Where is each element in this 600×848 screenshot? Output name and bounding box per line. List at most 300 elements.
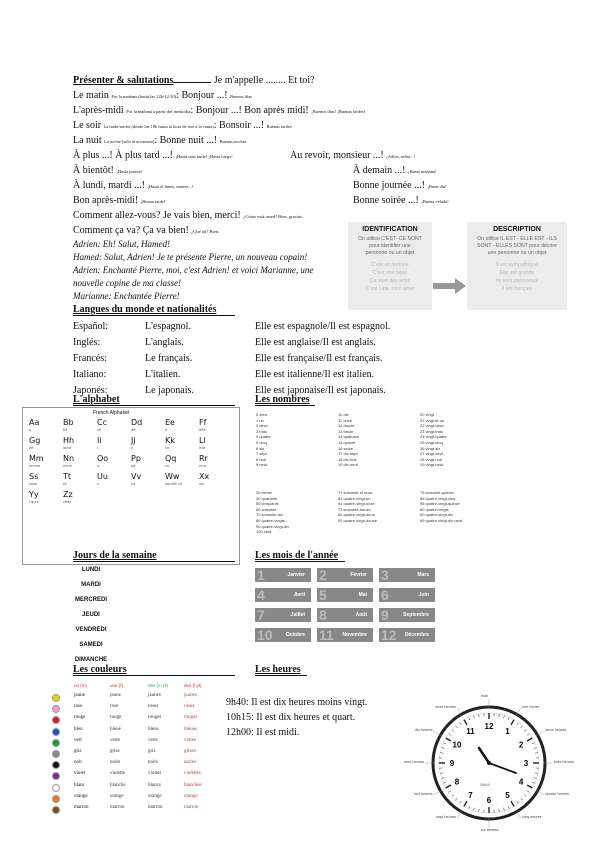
letter-glyph: Cc bbox=[97, 418, 107, 427]
letter-glyph: Ii bbox=[97, 436, 102, 445]
number-item: 21 vingt et un bbox=[420, 417, 445, 423]
example: Il est sympathique bbox=[496, 262, 538, 268]
month-name: Juin bbox=[418, 592, 429, 598]
greeting-line bbox=[73, 89, 252, 103]
number-item: 18 dix-huit bbox=[338, 456, 357, 462]
color-word: grise bbox=[110, 748, 120, 754]
alphabet-letter bbox=[131, 418, 165, 436]
clock-hour-label: dix heures bbox=[415, 728, 433, 732]
color-word: vertes bbox=[184, 737, 196, 743]
number-item: 5 cinq bbox=[256, 439, 267, 445]
greeting-note: Por la mañana a partir del mediodía bbox=[126, 109, 191, 114]
month-tile bbox=[379, 588, 435, 602]
text-line: SONT - ELLES SONT pour décrire bbox=[477, 243, 557, 249]
alphabet-letter bbox=[165, 472, 199, 490]
number-item: 29 vingt-neuf bbox=[420, 462, 444, 468]
color-swatch bbox=[52, 761, 60, 769]
alphabet-letter bbox=[63, 472, 97, 490]
numbers-column bbox=[256, 490, 289, 535]
letter-pronunciation: cé bbox=[97, 428, 102, 432]
color-word: bleues bbox=[184, 726, 197, 732]
clock-hour-label: trois heures bbox=[554, 760, 574, 764]
example: C'est Lina, mon amie bbox=[365, 286, 415, 292]
color-word: orange bbox=[148, 793, 162, 799]
month-name: Avril bbox=[294, 592, 305, 598]
letter-pronunciation: gé bbox=[29, 446, 34, 450]
number-item: 1 un bbox=[256, 417, 264, 423]
svg-text:2: 2 bbox=[518, 740, 524, 750]
nationality: Elle est italienne/Il est italien. bbox=[255, 368, 375, 380]
text-line: On utilise C'EST- CE SONT bbox=[358, 236, 422, 242]
greeting-row bbox=[73, 209, 303, 223]
identification-examples bbox=[348, 261, 432, 293]
numbers-column bbox=[256, 412, 271, 468]
letter-pronunciation: a bbox=[29, 428, 32, 432]
color-row bbox=[44, 714, 220, 725]
color-row bbox=[44, 770, 220, 781]
month-tile bbox=[255, 628, 311, 642]
number-item: 71 soixante et onze bbox=[338, 490, 373, 495]
color-swatch bbox=[52, 772, 60, 780]
heading-rule bbox=[73, 675, 235, 676]
language-fr-name: L'italien. bbox=[145, 368, 181, 380]
identification-title: IDENTIFICATION bbox=[362, 226, 418, 233]
translation: ¡Buen día! bbox=[427, 184, 447, 189]
alphabet-letter bbox=[63, 490, 97, 508]
letter-glyph: Ee bbox=[165, 418, 175, 427]
colors-rows bbox=[44, 692, 220, 815]
nationality: Elle est espagnole/Il est espagnol. bbox=[255, 320, 391, 332]
colors-heading: Les couleurs bbox=[73, 664, 127, 675]
example: C'est un homme bbox=[371, 262, 409, 268]
letter-pronunciation: enne bbox=[63, 464, 72, 468]
example: Elle est grande bbox=[499, 270, 535, 276]
month-name: Janvier bbox=[287, 572, 305, 578]
translation: ¡Buena tarde! bbox=[140, 199, 166, 204]
color-word: marron bbox=[74, 804, 89, 810]
greeting-row bbox=[290, 149, 415, 163]
greeting-translation: Buenos días bbox=[230, 94, 252, 99]
greeting-row bbox=[73, 149, 233, 163]
clock-hour-label: huit heures bbox=[413, 792, 433, 796]
number-item: 24 vingt-quatre bbox=[420, 434, 447, 440]
translation: ¡Hasta más tarde! ¡Hasta luego! bbox=[175, 154, 233, 159]
nationality: Elle est anglaise/Il est anglais. bbox=[255, 336, 376, 348]
hour-line: 12h00: Il est midi. bbox=[226, 727, 300, 738]
phrase: À demain ...! bbox=[353, 165, 406, 176]
numbers-heading: Les nombres bbox=[255, 394, 310, 405]
greeting-translation: Buenas tardes bbox=[266, 124, 292, 129]
greeting-row bbox=[73, 179, 193, 193]
color-word: verte bbox=[110, 737, 120, 743]
number-item: 85 quatre-vingt-cinq bbox=[420, 495, 456, 501]
phrase: À bientôt! bbox=[73, 165, 114, 176]
day-label: MARDI bbox=[81, 582, 101, 588]
greetings-intro: Je m'appelle ........ Et toi? bbox=[213, 75, 315, 86]
translation: ¡Adiós, señor...! bbox=[386, 154, 416, 159]
table-row bbox=[73, 334, 390, 350]
col-head: des (m pl) bbox=[148, 683, 169, 688]
letter-glyph: Zz bbox=[63, 490, 73, 499]
letter-pronunciation: o bbox=[97, 464, 100, 468]
hours-heading: Les heures bbox=[255, 664, 301, 675]
color-word: rose bbox=[74, 704, 83, 710]
phrase: Bonne soirée ...! bbox=[353, 195, 419, 206]
color-word: roses bbox=[184, 704, 195, 710]
table-row bbox=[73, 382, 390, 398]
clock-hour-label: quatre heures bbox=[545, 792, 569, 796]
alphabet-letter bbox=[199, 418, 233, 436]
hour-line: 10h15: Il est dix heures et quart. bbox=[226, 712, 356, 723]
color-word: bleu bbox=[74, 726, 83, 732]
color-row bbox=[44, 759, 220, 770]
days-heading: Jours de la semaine bbox=[73, 550, 157, 561]
color-word: noirs bbox=[148, 760, 158, 766]
translation: ¡Hasta pronto! bbox=[116, 169, 143, 174]
number-item: 70 soixante-dix bbox=[256, 512, 283, 518]
svg-text:6: 6 bbox=[486, 796, 492, 805]
letter-glyph: Uu bbox=[97, 472, 108, 481]
color-word: marron bbox=[184, 804, 199, 810]
greeting-row bbox=[73, 194, 165, 208]
color-row bbox=[44, 804, 220, 815]
letter-pronunciation: ka bbox=[165, 446, 170, 450]
colors-header-row bbox=[44, 683, 220, 692]
color-row bbox=[44, 692, 220, 703]
svg-text:8: 8 bbox=[454, 777, 460, 787]
example: Ce sont des amis bbox=[369, 278, 411, 284]
letter-pronunciation: i bbox=[97, 446, 98, 450]
letter-glyph: Kk bbox=[165, 436, 175, 445]
nationality: Elle est française/Il est français. bbox=[255, 352, 383, 364]
number-item: 27 vingt-sept bbox=[420, 451, 443, 457]
color-row bbox=[44, 782, 220, 793]
heading-rule bbox=[255, 405, 315, 406]
letter-glyph: Oo bbox=[97, 454, 109, 463]
phrase: À plus ...! À plus tard ...! bbox=[73, 150, 173, 161]
alphabet-letter bbox=[131, 454, 165, 472]
letter-pronunciation: double vé bbox=[165, 482, 183, 486]
language-es: Español: bbox=[73, 320, 108, 332]
letter-pronunciation: ji bbox=[131, 446, 133, 450]
heading-rule bbox=[73, 405, 235, 406]
language-fr-name: Le français. bbox=[145, 352, 193, 364]
dialogue-line: Adrien: Eh! Salut, Hamed! bbox=[73, 239, 170, 249]
month-name: Septembre bbox=[403, 612, 429, 618]
description-panel bbox=[467, 222, 567, 310]
clock-hour-label: neuf heures bbox=[403, 760, 424, 764]
color-word: bleue bbox=[110, 726, 121, 732]
number-item: 3 trois bbox=[256, 428, 267, 434]
alphabet-letter bbox=[165, 418, 199, 436]
greeting-line bbox=[73, 134, 247, 148]
alphabet-letter bbox=[97, 454, 131, 472]
example: Ils sont paresseux bbox=[496, 278, 538, 284]
col-head: un (m) bbox=[74, 683, 88, 688]
letter-pronunciation: erre bbox=[199, 464, 207, 468]
number-item: 14 quatorze bbox=[338, 434, 360, 440]
month-name: Novembre bbox=[342, 632, 367, 638]
number-item: 75 soixante-quinze bbox=[420, 490, 454, 495]
color-swatch bbox=[52, 716, 60, 724]
number-item: 50 cinquante bbox=[256, 501, 279, 507]
language-es: Inglés: bbox=[73, 336, 101, 348]
color-word: blanche bbox=[110, 782, 126, 788]
color-word: marron bbox=[148, 804, 163, 810]
color-word: grises bbox=[184, 748, 196, 754]
greetings-heading: Présenter & salutations bbox=[73, 75, 174, 86]
letter-glyph: Dd bbox=[131, 418, 143, 427]
number-item: 15 quinze bbox=[338, 439, 356, 445]
alphabet-letter bbox=[131, 472, 165, 490]
letter-glyph: Jj bbox=[131, 436, 136, 445]
svg-text:12: 12 bbox=[484, 722, 494, 731]
number-item: 23 vingt-trois bbox=[420, 428, 443, 434]
alphabet-letter bbox=[199, 472, 233, 490]
color-word: blanc bbox=[74, 782, 85, 788]
alphabet-letter bbox=[97, 472, 131, 490]
svg-text:5: 5 bbox=[505, 791, 510, 801]
clock-diagram bbox=[396, 675, 586, 845]
month-name: Mars bbox=[417, 572, 429, 578]
greeting-row bbox=[73, 224, 219, 238]
letter-pronunciation: ache bbox=[63, 446, 72, 450]
month-tile bbox=[255, 588, 311, 602]
alphabet-letter bbox=[165, 436, 199, 454]
phrase: Au revoir, monsieur ...! bbox=[290, 150, 384, 161]
translation: ¡Hasta mañana! bbox=[408, 169, 437, 174]
letter-pronunciation: zède bbox=[63, 500, 72, 504]
clock-hour-label: six heures bbox=[481, 828, 499, 832]
greeting-phrase: : Bonjour ...! Bon après midi! bbox=[190, 105, 309, 116]
color-word: jaunes bbox=[148, 693, 161, 698]
month-tile bbox=[317, 568, 373, 582]
months-heading: Les mois de l'année bbox=[255, 550, 339, 561]
letter-pronunciation: emme bbox=[29, 464, 41, 468]
month-number: 11 bbox=[319, 627, 334, 643]
greeting-translation: Buenas noches bbox=[219, 139, 247, 144]
greetings-heading-row bbox=[73, 74, 315, 87]
color-row bbox=[44, 793, 220, 804]
heading-rule bbox=[255, 561, 345, 562]
clock-hour-label: midi bbox=[481, 694, 488, 698]
svg-text:3: 3 bbox=[523, 759, 529, 768]
letter-glyph: Nn bbox=[63, 454, 75, 463]
table-row bbox=[73, 350, 390, 366]
color-swatch bbox=[52, 750, 60, 758]
alphabet-letter bbox=[63, 436, 97, 454]
language-fr-name: Le japonais. bbox=[145, 384, 194, 396]
nationality: Elle est japonaise/Il est japonais. bbox=[255, 384, 386, 396]
month-number: 1 bbox=[257, 567, 265, 583]
color-word: violette bbox=[110, 771, 125, 777]
arrow-right-icon bbox=[433, 276, 467, 296]
letter-glyph: Pp bbox=[131, 454, 141, 463]
month-tile bbox=[379, 608, 435, 622]
alphabet-grid bbox=[29, 418, 233, 508]
number-item: 72 soixante-douze bbox=[338, 506, 371, 512]
day-label: JEUDI bbox=[82, 612, 100, 618]
letter-glyph: Vv bbox=[131, 472, 142, 481]
color-word: bleus bbox=[148, 726, 159, 732]
color-row bbox=[44, 726, 220, 737]
dialogue-line: Adrien: Enchanté Pierre, moi, c'est Adrien! et voici Marianne, une bbox=[73, 265, 314, 275]
month-number: 8 bbox=[319, 607, 327, 623]
color-word: gris bbox=[148, 748, 156, 754]
number-item: 0 zéro bbox=[256, 412, 268, 417]
letter-glyph: Aa bbox=[29, 418, 40, 427]
greeting-row bbox=[73, 164, 142, 178]
alphabet-letter bbox=[97, 418, 131, 436]
color-word: blancs bbox=[148, 782, 161, 788]
month-number: 2 bbox=[319, 567, 327, 583]
letter-pronunciation: i grec bbox=[29, 500, 39, 504]
color-swatch bbox=[52, 784, 60, 792]
phrase: Comment allez-vous? Je vais bien, merci! bbox=[73, 210, 241, 221]
number-item: 28 vingt-huit bbox=[420, 456, 442, 462]
color-swatch bbox=[52, 705, 60, 713]
numbers-column bbox=[338, 412, 359, 468]
text-line: On utilise IL EST - ELLE EST - ILS bbox=[477, 236, 557, 242]
number-item: 26 vingt-six bbox=[420, 445, 441, 451]
number-item: 9 neuf bbox=[256, 462, 268, 468]
alphabet-letter bbox=[63, 454, 97, 472]
translation: ¿Cómo está usted? Bien, gracias. bbox=[243, 214, 303, 219]
number-item: 81 quatre-vingt-un bbox=[338, 495, 371, 501]
color-word: blanches bbox=[184, 782, 202, 788]
month-tile bbox=[379, 628, 435, 642]
number-item: 99 quatre-vingt-dix-neuf bbox=[420, 517, 463, 523]
alphabet-title: French Alphabet bbox=[93, 410, 130, 416]
color-swatch bbox=[52, 728, 60, 736]
month-number: 3 bbox=[381, 567, 389, 583]
greeting-line bbox=[73, 119, 292, 133]
language-es: Japonés: bbox=[73, 384, 108, 396]
identification-panel bbox=[348, 222, 432, 310]
letter-glyph: Xx bbox=[199, 472, 210, 481]
color-swatch bbox=[52, 694, 60, 702]
letter-pronunciation: vé bbox=[131, 482, 136, 486]
greeting-phrase: : Bonne nuit ...! bbox=[154, 135, 218, 146]
greeting-note: La noche (sólo al acostarse) bbox=[104, 139, 155, 144]
table-row bbox=[73, 366, 390, 382]
color-word: rose bbox=[110, 704, 119, 710]
language-fr-name: L'anglais. bbox=[145, 336, 184, 348]
text-line: pour identifier une bbox=[369, 243, 411, 249]
hour-line: 9h40: Il est dix heures moins vingt. bbox=[226, 697, 368, 708]
color-word: jaunes bbox=[184, 693, 197, 698]
color-word: marron bbox=[110, 804, 125, 810]
color-row bbox=[44, 748, 220, 759]
alphabet-letter bbox=[63, 418, 97, 436]
clock-hour-label: deux heures bbox=[545, 728, 567, 732]
color-swatch bbox=[52, 739, 60, 747]
color-word: verts bbox=[148, 737, 158, 743]
example: Il est français bbox=[501, 286, 533, 292]
alphabet-letter bbox=[29, 436, 63, 454]
greeting-translation: ¡Buenos días! ¡Buenas tardes! bbox=[311, 109, 366, 114]
color-word: rouges bbox=[184, 715, 198, 721]
day-label: VENDREDI bbox=[75, 627, 107, 633]
svg-text:10: 10 bbox=[452, 740, 462, 750]
month-number: 5 bbox=[319, 587, 327, 603]
greeting-row bbox=[353, 194, 449, 208]
letter-glyph: Yy bbox=[29, 490, 39, 499]
phrase: Bonne journée ...! bbox=[353, 180, 425, 191]
color-word: roses bbox=[148, 704, 159, 710]
month-number: 9 bbox=[381, 607, 389, 623]
greeting-time: La nuit bbox=[73, 135, 102, 146]
language-fr-name: L'espagnol. bbox=[145, 320, 191, 332]
day-label: MERCREDI bbox=[74, 597, 107, 603]
letter-glyph: Mm bbox=[29, 454, 44, 463]
phrase: Comment ça va? Ça va bien! bbox=[73, 225, 189, 236]
letter-glyph: Ss bbox=[29, 472, 39, 481]
languages-table bbox=[73, 318, 390, 398]
color-row bbox=[44, 703, 220, 714]
svg-text:9: 9 bbox=[449, 759, 455, 768]
clock-hour-label: cinq heures bbox=[522, 815, 542, 820]
number-item: 8 huit bbox=[256, 456, 266, 462]
table-row bbox=[73, 318, 390, 334]
description-text bbox=[467, 236, 567, 257]
greeting-row bbox=[353, 179, 447, 193]
identification-text bbox=[348, 236, 432, 257]
month-name: Juillet bbox=[290, 612, 305, 618]
greeting-note: Por la mañana (hasta las 12h-12:30) bbox=[111, 94, 177, 99]
numbers-column bbox=[338, 490, 377, 524]
phrase: Bon après-midi! bbox=[73, 195, 139, 206]
heading-rule bbox=[73, 561, 235, 562]
letter-glyph: Hh bbox=[63, 436, 75, 445]
letter-glyph: Ff bbox=[199, 418, 207, 427]
letter-pronunciation: e bbox=[165, 428, 168, 432]
col-head: une (f) bbox=[110, 683, 124, 688]
number-item: 2 deux bbox=[256, 423, 269, 429]
clock-caption: 10h10 bbox=[480, 783, 490, 787]
month-name: Mai bbox=[358, 592, 367, 598]
month-tile bbox=[317, 588, 373, 602]
color-word: noire bbox=[110, 760, 121, 766]
alphabet-letter bbox=[29, 418, 63, 436]
svg-text:7: 7 bbox=[468, 791, 473, 801]
description-examples bbox=[467, 261, 567, 293]
number-item: 100 cent bbox=[256, 529, 272, 535]
letter-pronunciation: esse bbox=[29, 482, 37, 486]
color-word: rouges bbox=[148, 715, 162, 721]
text-line: une personne ou un objet bbox=[487, 250, 547, 256]
color-row bbox=[44, 737, 220, 748]
clock-hour-label: onze heures bbox=[435, 704, 456, 709]
letter-pronunciation: elle bbox=[199, 446, 206, 450]
number-item: 30 trente bbox=[256, 490, 272, 495]
translation: ¡Hasta el lunes, martes...! bbox=[147, 184, 194, 189]
number-item: 4 quatre bbox=[256, 434, 271, 440]
letter-pronunciation: effe bbox=[199, 428, 206, 432]
color-word: orange bbox=[110, 793, 124, 799]
month-tile bbox=[255, 568, 311, 582]
numbers-card bbox=[252, 408, 496, 558]
month-tile bbox=[317, 608, 373, 622]
numbers-column bbox=[420, 412, 447, 468]
letter-pronunciation: té bbox=[63, 482, 67, 486]
number-item: 91 quatre-vingt-onze bbox=[338, 501, 375, 507]
letter-pronunciation: ku bbox=[165, 464, 170, 468]
svg-text:4: 4 bbox=[518, 777, 524, 787]
phrase: À lundi, mardi ...! bbox=[73, 180, 145, 191]
description-title: DESCRIPTION bbox=[493, 226, 541, 233]
letter-glyph: Qq bbox=[165, 454, 177, 463]
